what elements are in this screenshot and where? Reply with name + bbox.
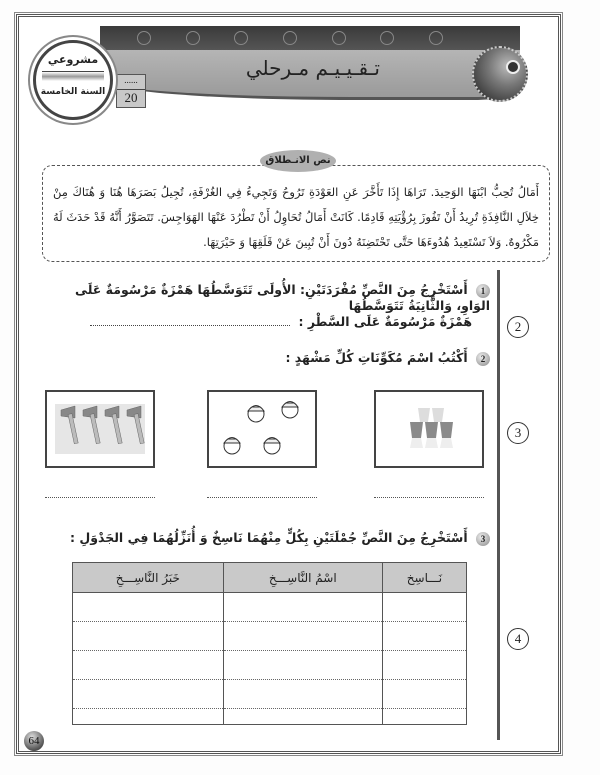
banner-top-strip (100, 26, 520, 50)
question-1-text-line2: هَمْزَةٌ مَرْسُومَةٌ عَلَى السَّطْرِ : (298, 314, 472, 329)
table-cell[interactable] (382, 622, 466, 651)
reading-passage (42, 165, 550, 262)
badge-subtitle: السنة الخامسة (40, 87, 106, 97)
table-cell[interactable] (73, 593, 224, 622)
table-cell[interactable] (73, 680, 224, 709)
question-1-text-line1: أَسْتَخْرِجُ مِنَ النَّصِّ مُفْرَدَتَيْنِ: الأُولَى تَتَوَسَّطُهَا هَمْزَةٌ مَرْسُومَةٌ عَلَى الوَاوِ، وَالثَّانِيَةُ تَتَوَسَّطُهَا (75, 282, 490, 313)
question-2-text: أَكْتُبُ اسْمَ مُكَوِّنَاتِ كُلِّ مَشْهَدٍ : (285, 350, 468, 365)
question-2 (40, 350, 490, 366)
decor-circle-icon (283, 31, 297, 45)
table-header-row (73, 563, 467, 593)
table-cell[interactable] (223, 709, 382, 725)
question-3-text: أَسْتَخْرِجُ مِنَ النَّصِّ جُمْلَتَيْنِ بِكُلٍّ مِنْهُمَا نَاسِخٌ وَ أُنَزِّلُهُمَا فِي الجَدْوَلِ : (70, 530, 468, 545)
score-blank[interactable]: ...... (117, 75, 145, 90)
decor-circle-icon (186, 31, 200, 45)
decor-circle-icon (137, 31, 151, 45)
table-row (73, 651, 467, 680)
table-row (73, 680, 467, 709)
section-number-2: 2 (507, 316, 529, 338)
globe-icon (472, 46, 528, 102)
answer-line-firefighters[interactable] (207, 497, 317, 498)
firefighters-illustration (209, 392, 315, 466)
decor-circle-icon (234, 31, 248, 45)
answer-line-cups[interactable] (374, 497, 484, 498)
answer-table (72, 562, 467, 725)
score-total: 20 (124, 90, 138, 105)
answer-line-axes[interactable] (45, 497, 155, 498)
badge-ribbon (42, 71, 104, 81)
table-cell[interactable] (382, 709, 466, 725)
passage-text: أَمَالُ تُحِبُّ ابْنَهَا الوَحِيدَ. تَرَاهَا إِذَا تَأَخَّرَ عَنِ العَوْدَةِ تَرُوحُ وَتَجِيءُ فِي الغُرْفَةِ، تُجِيلُ بَصَرَهَا هُنَا وَ هُنَاكَ مِنْ خِلاَلِ النَّافِذَةِ تُرِيدُ أَنْ تَفُوزَ بِرُؤْيَتِهِ قَادِمًا. كَانَتْ أَمَالُ تُحَاوِلُ أَنْ تَطْرُدَ عَنْهَا الهَوَاجِسَ. تَتَصَوَّرُ أَنَّهُ قَدْ حَدَثَ لَهُ مَكْرُوهٌ. وَلاَ تَسْتَعِيدُ هُدُوءَهَا حَتَّى تَحْتَضِنَهُ دُونَ أَنْ تُبِينَ عَنْ قَلَقِهَا وَ حَيْرَتِهَا. (53, 185, 539, 249)
project-badge (33, 40, 113, 120)
question-number-badge: 3 (476, 532, 490, 546)
axes-illustration (47, 392, 153, 466)
question-1 (40, 282, 490, 313)
table-cell[interactable] (73, 651, 224, 680)
table-cell[interactable] (382, 593, 466, 622)
table-cell[interactable] (382, 651, 466, 680)
table-cell[interactable] (223, 593, 382, 622)
table-cell[interactable] (382, 680, 466, 709)
question-1-line2 (40, 314, 490, 329)
table-cell[interactable] (223, 622, 382, 651)
answer-line-q1[interactable] (90, 316, 290, 326)
decor-circle-icon (429, 31, 443, 45)
section-number-3: 3 (507, 422, 529, 444)
table-cell[interactable] (73, 709, 224, 725)
table-row (73, 593, 467, 622)
picture-axes (45, 390, 155, 468)
decor-circle-icon (380, 31, 394, 45)
header-ism-nasikh: اسْمُ النَّاسِـــخِ (223, 563, 382, 593)
table-cell[interactable] (73, 622, 224, 651)
header-banner (100, 26, 520, 106)
badge-title: مشروعي (47, 53, 99, 66)
table-cell[interactable] (223, 680, 382, 709)
question-number-badge: 2 (476, 352, 490, 366)
table-row (73, 622, 467, 651)
picture-cups (374, 390, 484, 468)
cups-illustration (376, 392, 482, 466)
decor-circle-icon (332, 31, 346, 45)
table-row (73, 709, 467, 725)
question-3 (40, 530, 490, 546)
table-cell[interactable] (223, 651, 382, 680)
section-divider (497, 270, 500, 740)
page-number: 64 (24, 731, 44, 751)
header-nasikh: نَـــاسِخ (382, 563, 466, 593)
question-number-badge: 1 (476, 284, 490, 298)
header-khabar-nasikh: خَبَرُ النَّاسِـــخِ (73, 563, 224, 593)
section-number-4: 4 (507, 628, 529, 650)
passage-label: نص الانـطلاق (260, 150, 336, 172)
score-box (116, 74, 146, 108)
picture-firefighters (207, 390, 317, 468)
page-title: تـقـيـيـم مـرحلي (245, 56, 380, 80)
globe-highlight (506, 60, 520, 74)
